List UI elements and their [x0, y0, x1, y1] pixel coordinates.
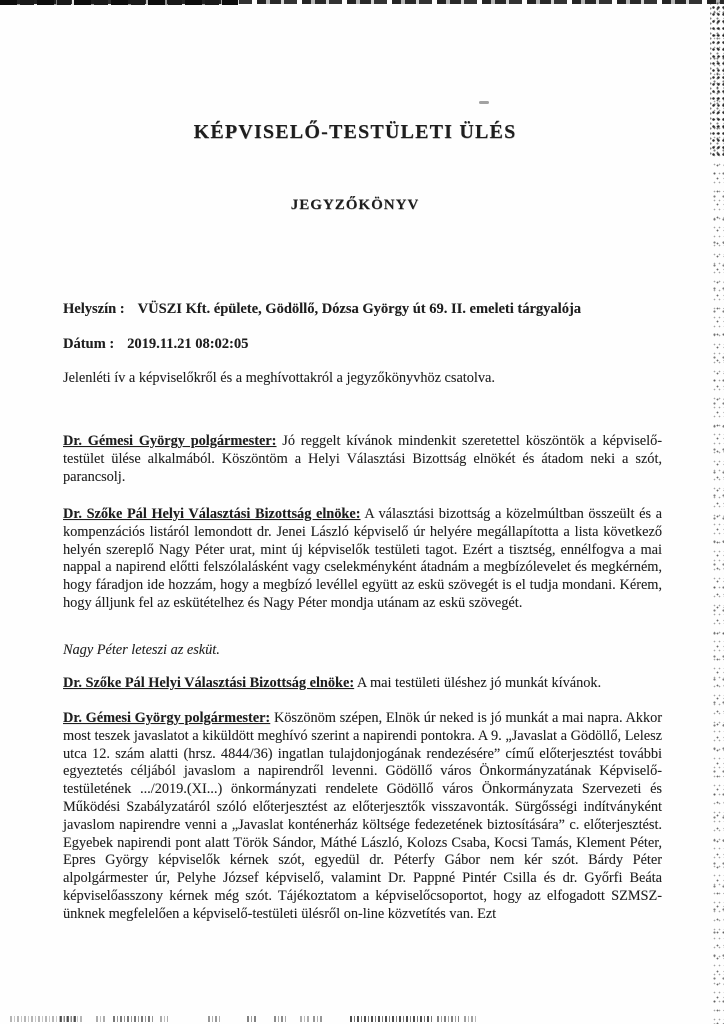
speech-paragraph [63, 433, 662, 486]
scan-cutoff-fragment [113, 1016, 155, 1022]
meta-date-line [63, 336, 673, 353]
scan-cutoff-fragment [313, 1016, 323, 1022]
scan-cutoff-fragment [160, 1016, 168, 1022]
scan-cutoff-fragment [437, 1016, 459, 1022]
speech-text: Köszönöm szépen, Elnök úr neked is jó munkát a mai napra. Akkor most teszek javaslatot a kiküldött meghívó szerint a napirendi pontokra. A 9. „Javaslat a Gödöllő, Lelesz utca 12. szám alatti (hrsz. 4844/36) ingatlan tulajdonjogának rendezésére” című előterjesztést további egyeztetés céljából javaslom a napirendről levenni. Gödöllő város Önkormányzatának Képviselő-testületének .../2019.(XI...) önkormányzati rendelete Gödöllő város Önkormányzata Szervezeti és Működési Szabályzatáról szóló előterjesztést az előterjesztők visszavonták. Sürgősségi indítványként javaslom napirendre venni a „Javaslat konténerház költsége fedezetének biztosítására” c. előterjesztést. Egyebek napirendi pont alatt Török Sándor, Máthé László, Kolozs Csaba, Kocsi Tamás, Klement Péter, Epres György képviselők kérnek szót, egyedül dr. Péterfy Gábor nem kér szót. Bárdy Péter alpolgármester úr, Pelyhe József képviselő, valamint Dr. Pappné Pintér Csilla és dr. Győrfi Beáta képviselőasszony kérnek még szót. Tájékoztatom a képviselőcsoportot, hogy az elfogadott SZMSZ-ünknek megfelelően a képviselő-testületi ülésről on-line közvetítés van. Ezt [63, 710, 663, 922]
speech-text: A választási bizottság a közelmúltban összeült és a kompenzációs listáról lemondott dr. Jenei László képviselő úr helyére megállapította a lista következő helyén szereplő Nagy Péter urat, mint új képviselők testületi tagot. Ezért a tisztség, ennélfogva a mai nappal a napirend előtti felszólalásként vagy cselekményként átadnám a megbízólevelet és megkérném, hogy fáradjon ide hozzám, hogy a megbízó levéllel együtt az eskü szövegét is el tudja mondani. Kérem, hogy álljunk fel az eskütételhez és Nagy Péter mondja utánam az eskü szövegét. [63, 506, 662, 611]
page-subtitle: JEGYZŐKÖNYV [290, 197, 420, 213]
scan-cutoff-fragment [350, 1016, 432, 1022]
scan-cutoff-fragment [300, 1016, 309, 1022]
scan-cutoff-fragment [96, 1016, 106, 1022]
meta-location-label: Helyszín : [63, 301, 125, 317]
speaker-name: Dr. Szőke Pál Helyi Választási Bizottság elnöke: [63, 675, 355, 691]
meta-date-value: 2019.11.21 08:02:05 [127, 336, 249, 352]
attendance-note: Jelenléti ív a képviselőkről és a meghívottakról a jegyzőkönyvhöz csatolva. [63, 370, 495, 386]
scan-noise-right-top-cluster [710, 2, 724, 157]
scan-cutoff-fragment [464, 1016, 476, 1022]
meta-location-value: VÜSZI Kft. épülete, Gödöllő, Dózsa György út 69. II. emeleti tárgyalója [137, 301, 582, 317]
stage-direction: Nagy Péter leteszi az esküt. [63, 642, 220, 658]
speech-paragraph [63, 710, 662, 924]
speech-paragraph [63, 506, 662, 613]
speaker-name: Dr. Szőke Pál Helyi Választási Bizottság elnöke: [63, 506, 361, 522]
speaker-name: Dr. Gémesi György polgármester: [63, 433, 277, 449]
scan-noise-top-left-edge [0, 0, 238, 5]
speech-text: A mai testületi üléshez jó munkát kívánok. [356, 675, 602, 691]
speech-paragraph [63, 675, 662, 693]
scan-cutoff-fragment [208, 1016, 220, 1022]
speaker-name: Dr. Gémesi György polgármester: [63, 710, 271, 726]
page-title: KÉPVISELŐ-TESTÜLETI ÜLÉS [193, 121, 517, 143]
scan-cutoff-fragment [274, 1016, 288, 1022]
scan-cutoff-fragment [247, 1016, 257, 1022]
speech-text: Jó reggelt kívánok mindenkit szeretettel köszöntök a képviselő-testület ülése alkalmából. Köszöntöm a Helyi Választási Bizottság elnökét és átadom neki a szót, parancsolj. [63, 433, 663, 485]
scan-cutoff-fragment [60, 1016, 77, 1022]
scan-speck [479, 101, 489, 104]
meta-date-label: Dátum : [63, 336, 115, 352]
meta-location-line [63, 301, 673, 318]
